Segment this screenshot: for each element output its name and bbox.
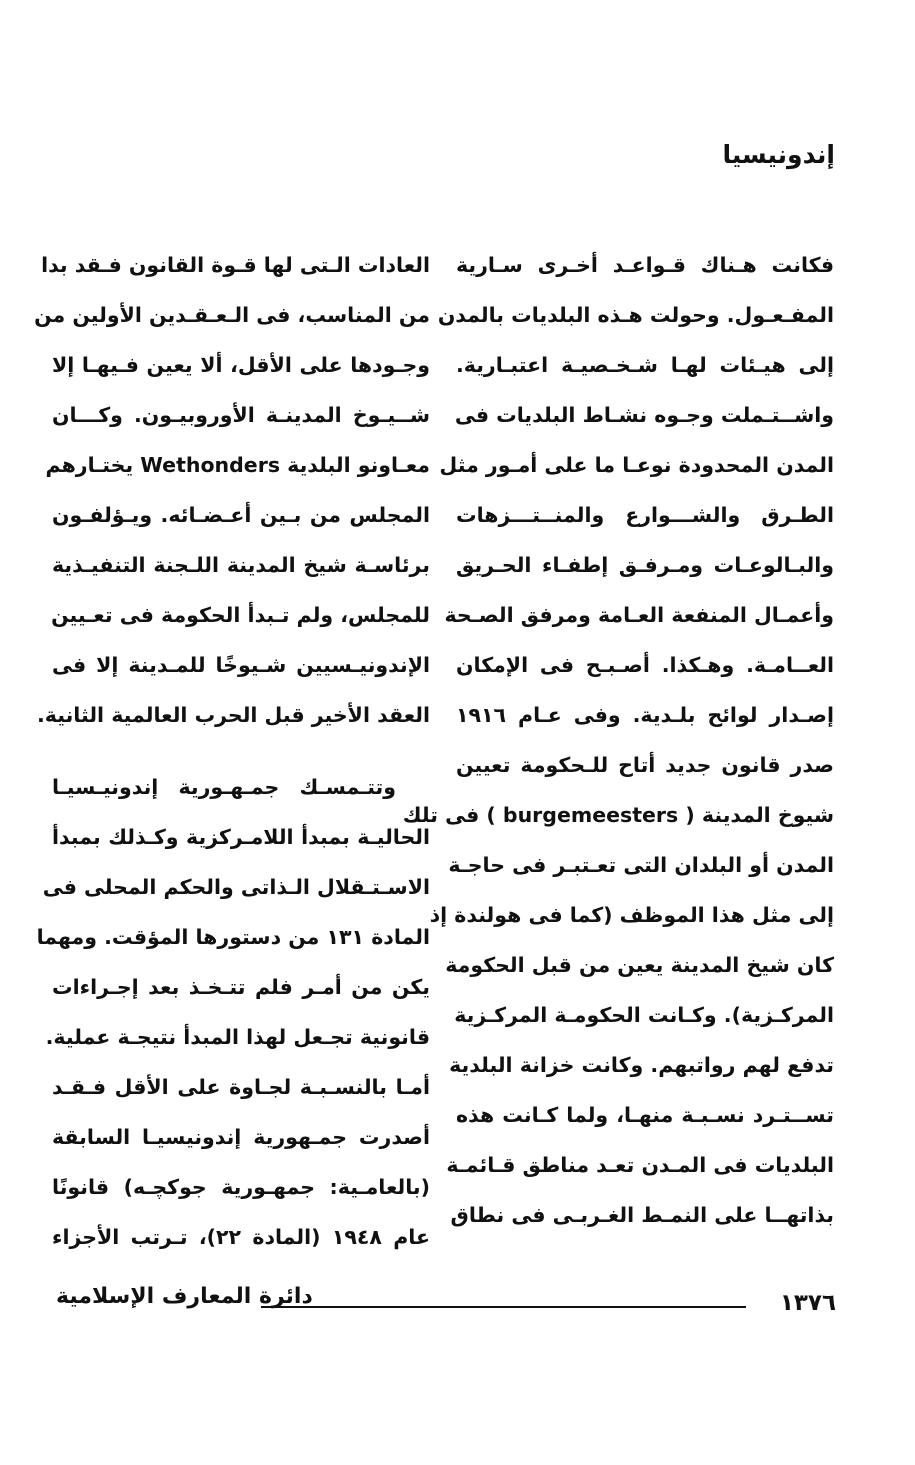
text-line: المدن المحدودة نوعـا ما على أمـور مثل	[439, 453, 834, 477]
text-line: تدفع لهم رواتبهم. وكانت خزانة البلدية	[449, 1053, 834, 1077]
text-line: العــامـة. وهـكذا. أصـبـح فى الإمكان	[456, 653, 834, 677]
text-line: (بالعامـية: جمهـورية جوكچـه) قانونًا	[52, 1175, 430, 1199]
text-line: أمـا بالنسـبـة لجـاوة على الأقل فـقـد	[52, 1075, 430, 1099]
text-line: إلى مثل هذا الموظف (كما فى هولندة إذ	[429, 903, 834, 927]
text-line: الإندونيـسيين شـيوخًا للمـدينة إلا فى	[52, 653, 430, 677]
text-line: بذاتهــا على النمـط الغـربـى فى نطاق	[450, 1203, 834, 1227]
text-line: قانونية تجـعل لهذا المبدأ نتيجـة عملية.	[45, 1025, 430, 1049]
text-line: واشــتـملت وجـوه نشـاط البلديات فى	[454, 403, 834, 427]
text-line: شيوخ المدينة ( burgemeesters ) فى تلك	[402, 803, 834, 827]
page-number: ١٣٧٦	[779, 1290, 836, 1316]
text-line: المدن أو البلدان التى تعـتبـر فى حاجـة	[448, 853, 834, 877]
text-line: أصدرت جمـهورية إندونيسيـا السابقة	[52, 1125, 430, 1149]
left-text-column	[34, 240, 430, 1262]
text-line: تســتـرد نسـبـة منهـا، ولما كـانت هذه	[456, 1103, 834, 1127]
footer-title: دائرة المعارف الإسلامية	[56, 1284, 313, 1309]
text-line: وأعمـال المنفعة العـامة ومرفق الصـحة	[444, 603, 834, 627]
text-line: صدر قانون جديد أتاح للـحكومة تعيين	[456, 753, 834, 777]
text-line: البلديات فى المـدن تعـد مناطق قـائمـة	[446, 1153, 834, 1177]
text-line: المفـعـول. وحولت هـذه البلديات بالمدن	[437, 303, 834, 327]
text-line: والبـالوعـات ومـرفـق إطفـاء الحـريق	[456, 553, 834, 577]
text-line: كان شيخ المدينة يعين من قبل الحكومة	[445, 953, 834, 977]
footer-rule	[261, 1306, 746, 1308]
text-line: إلى هيـئات لهـا شـخـصيـة اعتبـارية.	[456, 353, 834, 377]
text-line: معـاونو البلدية Wethonders يختـارهم	[45, 453, 430, 477]
text-line: عام ١٩٤٨ (المادة ٢٢)، تـرتب الأجزاء	[52, 1225, 430, 1249]
text-line: الحاليـة بمبدأ اللامـركزية وكـذلك بمبدأ	[52, 825, 430, 849]
text-line: من المناسب، فى الـعـقـدين الأولين من	[34, 303, 430, 327]
paragraph-gap	[52, 740, 430, 762]
text-line: شــيـوخ المدينـة الأوروبيـون. وكـــان	[52, 403, 430, 427]
text-line: المجلس من بـين أعـضـائه. ويـؤلفـون	[52, 503, 430, 527]
running-header-title: إندونيسيا	[722, 140, 835, 169]
text-line: وجـودها على الأقل، ألا يعين فـيهـا إلا	[52, 353, 430, 377]
text-line: للمجلس، ولم تـبدأ الحكومة فى تعـيين	[51, 603, 430, 627]
text-line: الاسـتـقلال الـذاتى والحكم المحلى فى	[42, 875, 430, 899]
text-line: الطـرق والشـــوارع والمنــتـــزهات	[456, 503, 834, 527]
right-text-column	[402, 240, 834, 1240]
text-line: المركـزية). وكـانت الحكومـة المركـزية	[454, 1003, 834, 1027]
text-line: إصـدار لوائح بلـدية. وفى عـام ١٩١٦	[456, 703, 834, 727]
text-line: برئاسـة شيخ المدينة اللـجنة التنفيـذية	[52, 553, 430, 577]
text-line: يكن من أمـر فلم تتـخـذ بعد إجـراءات	[52, 975, 430, 999]
text-line: وتتـمسـك جمـهـورية إندونيـسيـا	[52, 775, 396, 799]
text-line: العادات الـتى لها قـوة القانون فـقد بدا	[41, 253, 430, 277]
text-line: المادة ١٣١ من دستورها المؤقت. ومهما	[36, 925, 430, 949]
page-footer	[56, 1282, 836, 1332]
text-line: العقد الأخير قبل الحرب العالمية الثانية.	[36, 703, 430, 727]
text-line: فكانت هـناك قـواعـد أخـرى سـارية	[456, 253, 834, 277]
